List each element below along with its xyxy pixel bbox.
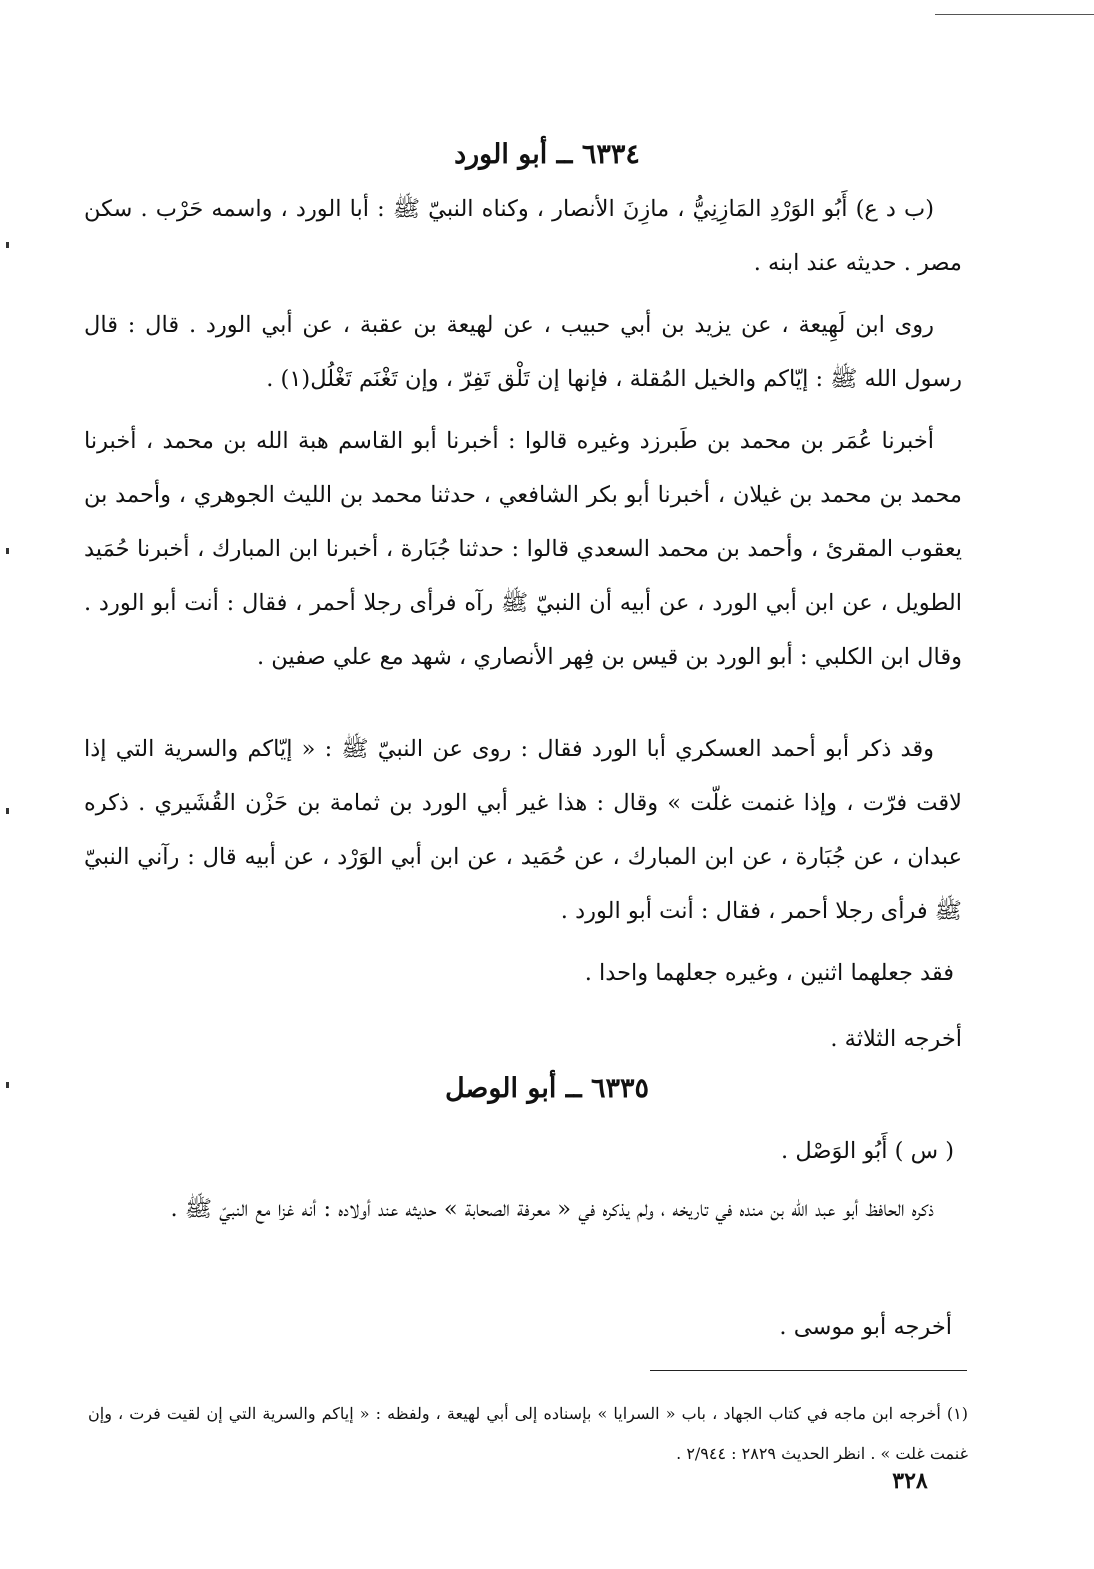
entry-paragraph: أخرجه الثلاثة . [830, 1026, 962, 1052]
entry-paragraph: روى ابن لَهِيعة ، عن يزيد بن أبي حبيب ، عن لهيعة بن عقبة ، عن أبي الورد . قال : قال رسول الله ﷺ : إيّاكم والخيل المُقلة ، فإنها إن تَلْق تَفِرّ ، وإن تَغْنَم تَغْلُل(١) . [84, 312, 962, 392]
entry-paragraph: ذكره الحافظ أبو عبد الله بن منده في تاريخه ، ولم يذكره في « معرفة الصحابة » حديثه عند أولاده : أنه غزا مع النبيّ ﷺ . [170, 1196, 934, 1222]
top-edge-rule [935, 14, 1094, 15]
margin-mark [6, 242, 9, 248]
footnote: (١) أخرجه ابن ماجه في كتاب الجهاد ، باب « السرايا » بإسناده إلى أبي لهيعة ، ولفظه : « إياكم والسرية التي إن لقيت فرت ، وإن غنمت غلت » . انظر الحديث ٢٨٢٩ : ٢/٩٤٤ . [88, 1404, 968, 1463]
footnote-separator [650, 1370, 967, 1371]
entry-paragraph: فقد جعلهما اثنين ، وغيره جعلهما واحدا . [584, 960, 954, 986]
entry-heading: ٦٣٣٤ ــ أبو الورد [454, 139, 640, 170]
entry-paragraph: أخبرنا عُمَر بن محمد بن طَبرزد وغيره قالوا : أخبرنا أبو القاسم هبة الله بن محمد ، أخبرنا محمد بن محمد بن غيلان ، أخبرنا أبو بكر الشافعي ، حدثنا محمد بن الليث الجوهري ، وأحمد بن يعقوب المقرئ ، وأحمد بن محمد السعدي قالوا : حدثنا جُبَارة ، أخبرنا ابن المبارك ، أخبرنا حُمَيد الطويل ، عن ابن أبي الورد ، عن أبيه أن النبيّ ﷺ رآه فرأى رجلا أحمر ، فقال : أنت أبو الورد . وقال ابن الكلبي : أبو الورد بن قيس بن فِهر الأنصاري ، شهد مع علي صفين . [84, 428, 962, 670]
entry-paragraph: وقد ذكر أبو أحمد العسكري أبا الورد فقال : روى عن النبيّ ﷺ : « إيّاكم والسرية التي إذا لاقت فرّت ، وإذا غنمت غلّت » وقال : هذا غير أبي الورد بن ثمامة بن حَزْن القُشَيري . ذكره عبدان ، عن جُبَارة ، عن ابن المبارك ، عن حُمَيد ، عن ابن أبي الوَرْد ، عن أبيه قال : رآني النبيّ ﷺ فرأى رجلا أحمر ، فقال : أنت أبو الورد . [84, 736, 962, 924]
entry-paragraph: أخرجه أبو موسى . [779, 1314, 952, 1340]
entry-paragraph: ( س ) أَبُو الوَصْل . [781, 1138, 954, 1164]
entry-paragraph: (ب د ع) أَبُو الوَرْدِ المَازِنِيُّ ، مازِنَ الأنصار ، وكناه النبيّ ﷺ : أبا الورد ، واسمه حَرْب . سكن مصر . حديثه عند ابنه . [84, 196, 962, 276]
margin-mark [6, 808, 9, 814]
entry-heading: ٦٣٣٥ ــ أبو الوصل [444, 1073, 650, 1104]
page-number: ٣٢٨ [892, 1468, 928, 1494]
margin-mark [6, 548, 9, 554]
